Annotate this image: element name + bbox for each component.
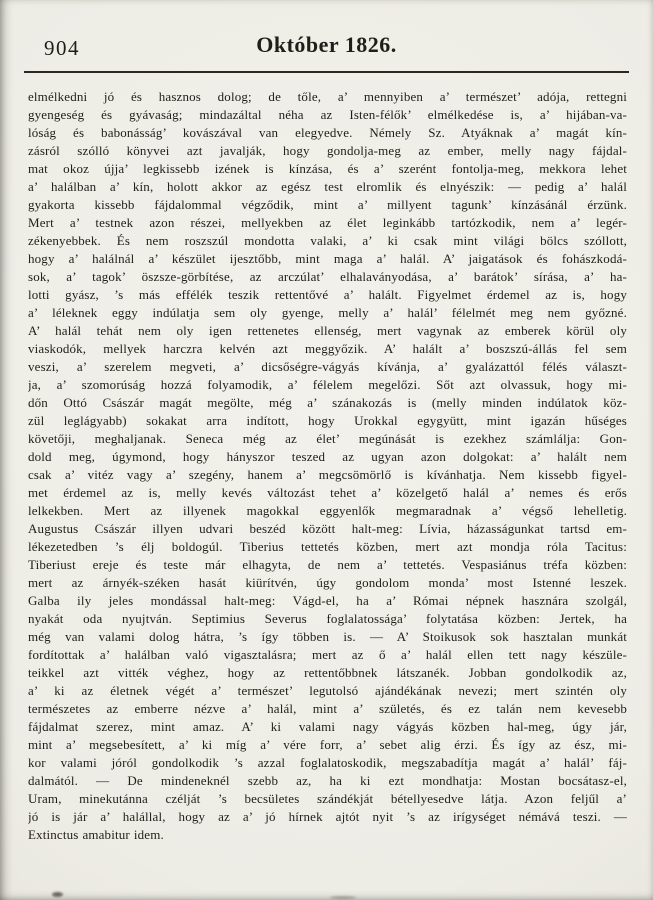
text-line: A’ halál tehát nem oly igen rettenetes ellenség, mert vagynak az emberek körül oly	[28, 323, 627, 338]
text-line: még van valami dolog hátra, ’s így többen is. — A’ Stoikusok sok hasztalan munkát	[28, 629, 627, 644]
text-line: a’ halálban a’ kín, holott akkor az egész test elromlik és elnyészik: — pedig a’ halál	[28, 179, 627, 194]
text-line: csak a’ vitéz vagy a’ szegény, hanem a’ megcsömörlő is kívánhatja. Nem kissebb figyel-	[28, 467, 627, 482]
text-line: dőn Ottó Császár magát megölte, még a’ szánakozás is (melly minden indúlatok köz-	[28, 395, 627, 410]
text-line: fájdalmat szerez, mint amaz. A’ ki valami nagy vágyás közben hal-meg, úgy jár,	[28, 719, 627, 734]
body-text	[28, 88, 627, 844]
text-line: Tiberiust ereje és teste már elhagyta, de nem a’ tettetés. Vespasiánus tréfa közben:	[28, 557, 627, 572]
page-header	[0, 0, 653, 70]
text-line: met érdemel az is, melly kevés változást tehet a’ közelgető halál a’ nemes és erős	[28, 485, 627, 500]
text-line: Augustus Császár illyen udvari beszéd között halt-meg: Lívia, házasságunkat tartsd em-	[28, 521, 627, 536]
page-number: 904	[44, 36, 80, 60]
text-line: viaskodók, mellyek harczra kelvén azt meggyőzik. A’ halált a’ boszszú-állás fel sem	[28, 341, 627, 356]
text-line: lelkekben. Mert az illyenek magokkal eggyenlők megmaradnak a’ végső lehelletig.	[28, 503, 627, 518]
text-line: zül leglágyabb) sokakat arra indított, hogy Urokkal egygyütt, mint igazán hűséges	[28, 413, 627, 428]
text-line: mat okoz újja’ legkissebb izének is kínzása, és a’ szerént fontolja-meg, mekkora lehet	[28, 161, 627, 176]
text-line: Extinctus amabitur idem.	[28, 827, 164, 842]
text-line: lóság és babonásság’ kovászával van elegyedve. Némely Sz. Atyáknak a’ magát kín-	[28, 125, 627, 140]
text-line: mert az árnyék-széken hasát kiürítvén, úgy gondolom monda’ most Istenné leszek.	[28, 575, 627, 590]
text-line: természetes az emberre nézve a’ halál, mint a’ születés, és ez talán nem kevesebb	[28, 701, 627, 716]
text-line: lotti gyász, ’s más effélék teszik rettentővé a’ halált. Figyelmet érdemel az is, hogy	[28, 287, 627, 302]
text-line: Uram, minekutánna czélját ’s becsületes szándékját bétellyesedve látja. Azon feljűl a’	[28, 791, 627, 806]
text-line: fordítottak a’ halálban való vigasztalásra; mert az ő a’ halál ellen tett nagy készüle-	[28, 647, 627, 662]
header-rule	[24, 71, 629, 73]
text-line: a’ léleknek eggy indúlatja sem oly gyenge, melly a’ halál’ félelmét meg nem győzné.	[28, 305, 627, 320]
text-line: a’ ki az életnek végét a’ természet’ legutolsó ajándékának nevezi; mert szintén oly	[28, 683, 627, 698]
text-line: zékenyebbek. És nem roszszúl mondotta valaki, a’ ki csak mint világi bölcs szóllott,	[28, 233, 627, 248]
text-line: elmélkedni jó és hasznos dolog; de tőle, a’ mennyiben a’ természet’ adója, rettegni	[28, 89, 627, 104]
text-line: hogy a’ halálnál a’ készület ijesztőbb, mint maga a’ halál. A’ jaigatások és fohászkodá-	[28, 251, 627, 266]
text-line: mint a’ megsebesített, a’ ki míg a’ vére forr, a’ sebet alig érzi. És így az ész, mi-	[28, 737, 627, 752]
text-line: dold meg, úgymond, hogy hányszor teszed az ugyan azon dolgokat: a’ halált nem	[28, 449, 627, 464]
text-line: lékezetedben ’s élj boldogúl. Tiberius tettetés közben, mert azt mondja róla Tacitus:	[28, 539, 627, 554]
text-line: veszi, a’ szerelem megveti, a’ dicsőségre-vágyás kívánja, a’ gyalázattól félés választ-	[28, 359, 627, 374]
text-line: Mert a’ testnek azon részei, mellyekben az élet leginkább tartózkodik, nem a’ legér-	[28, 215, 627, 230]
text-line: jó is jár a’ halállal, hogy az a’ jó hírnek ajtót nyit ’s az irígységet némává teszi. —	[28, 809, 627, 824]
text-line: ja, a’ szomorúság hozzá folyamodik, a’ félelem megelőzi. Sőt azt olvassuk, hogy mi-	[28, 377, 627, 392]
text-line: követőji, meghaljanak. Seneca még az élet’ megúnását is ezekhez számlálja: Gon-	[28, 431, 627, 446]
scan-speck	[52, 892, 63, 897]
text-line: dalmától. — De mindeneknél szebb az, ha ki ezt mondhatja: Mostan bocsátasz-el,	[28, 773, 627, 788]
page-title: Október 1826.	[256, 32, 397, 57]
text-line: Galba ily jeles mondással halt-meg: Vágd-el, ha a’ Római népnek hasznára szolgál,	[28, 593, 627, 608]
text-line: kor valami jóról gondolkodik ’s azzal foglalatoskodik, megszabadítja magát a’ halál’ fáj-	[28, 755, 627, 770]
text-line: zásról szólló könyvei azt javalják, hogy gondolja-meg az ember, melly nagy fájdal-	[28, 143, 627, 158]
text-line: sok, a’ tagok’ öszsze-görbítése, az arczúlat’ elhalaványodása, a’ barátok’ sírása, a’ ha-	[28, 269, 627, 284]
text-line: gyengeség és gyávaság; mindazáltal néha az Isten-félők’ elmélkedése is, a’ hijában-va-	[28, 107, 627, 122]
text-line: teikkel azt vitték véghez, hogy az rettentőbbnek látszanék. Jobban gondolkodik az,	[28, 665, 627, 680]
scan-speck	[330, 896, 356, 899]
text-line: gyakorta kissebb fájdalommal végződik, mint a’ millyent tagunk’ kínzásánál érzünk.	[28, 197, 627, 212]
text-line: nyakát oda nyujtván. Septimius Severus foglalatossága’ folytatása közben: Jertek, ha	[28, 611, 627, 626]
